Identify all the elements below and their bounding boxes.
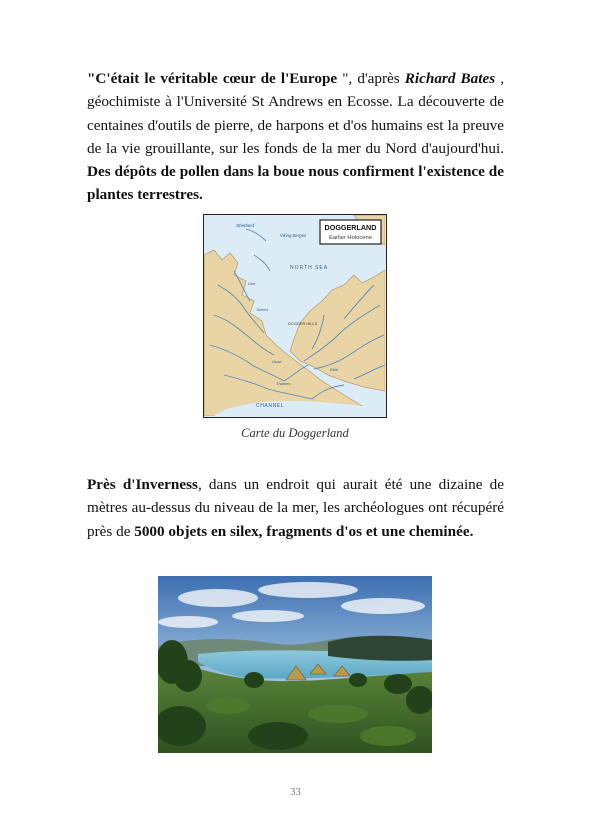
map-title: DOGGERLAND: [324, 223, 377, 232]
map-subtitle: Earlier Holocene: [329, 235, 372, 241]
paragraph-1-body: , géochimiste à l'Université St Andrews en Ecosse. La découverte de centaines d'outils de pierre, de harpons et d'os humains est la preuve de la vie grouillante, sur les fonds de la mer du Nord d'aujourd'hui.: [87, 70, 505, 157]
paragraph-2-bold-start: Près d'Inverness: [87, 476, 198, 493]
map-label-dogger-hills: DOGGER HILLS: [288, 321, 318, 326]
author-name: Richard Bates: [404, 70, 496, 87]
paragraph-1-bold-ending: Des dépôts de pollen dans la boue nous confirment l'existence de plantes terrestres.: [87, 163, 504, 204]
quote-text: "C'était le véritable cœur de l'Europe: [87, 70, 343, 87]
doggerland-map-drawing: [204, 215, 385, 416]
map-label-ouse: Ouse: [272, 359, 282, 364]
map-label-elbe: Elbe: [330, 367, 339, 372]
map-label-viking-bergen: Viking-Bergen: [280, 233, 307, 238]
map-label-channel: CHANNEL: [256, 403, 285, 409]
page-number: 33: [290, 787, 301, 798]
map-label-north-sea: NORTH SEA: [290, 265, 329, 271]
landscape-illustration: [158, 576, 432, 753]
map-label-dee: Dee: [248, 281, 256, 286]
landscape-right-hill: [328, 636, 432, 661]
paragraph-2-body: , dans un endroit qui aurait été une dizaine de mètres au-dessus du niveau de la mer, les archéologues ont récupéré près de: [87, 476, 504, 540]
map-label-shetland: Shetland: [236, 223, 255, 228]
landscape-drawing: [158, 576, 432, 753]
paragraph-2: [87, 473, 504, 543]
map-label-tweed: Tweed: [256, 307, 268, 312]
paragraph-2-bold-ending: 5000 objets en silex, fragments d'os et une cheminée.: [134, 522, 474, 540]
doggerland-map: [203, 214, 387, 418]
map-label-thames: Thames: [276, 381, 291, 386]
paragraph-1: [87, 67, 504, 207]
map-caption: Carte du Doggerland: [241, 426, 349, 440]
quote-attribution: ", d'après: [342, 70, 405, 87]
